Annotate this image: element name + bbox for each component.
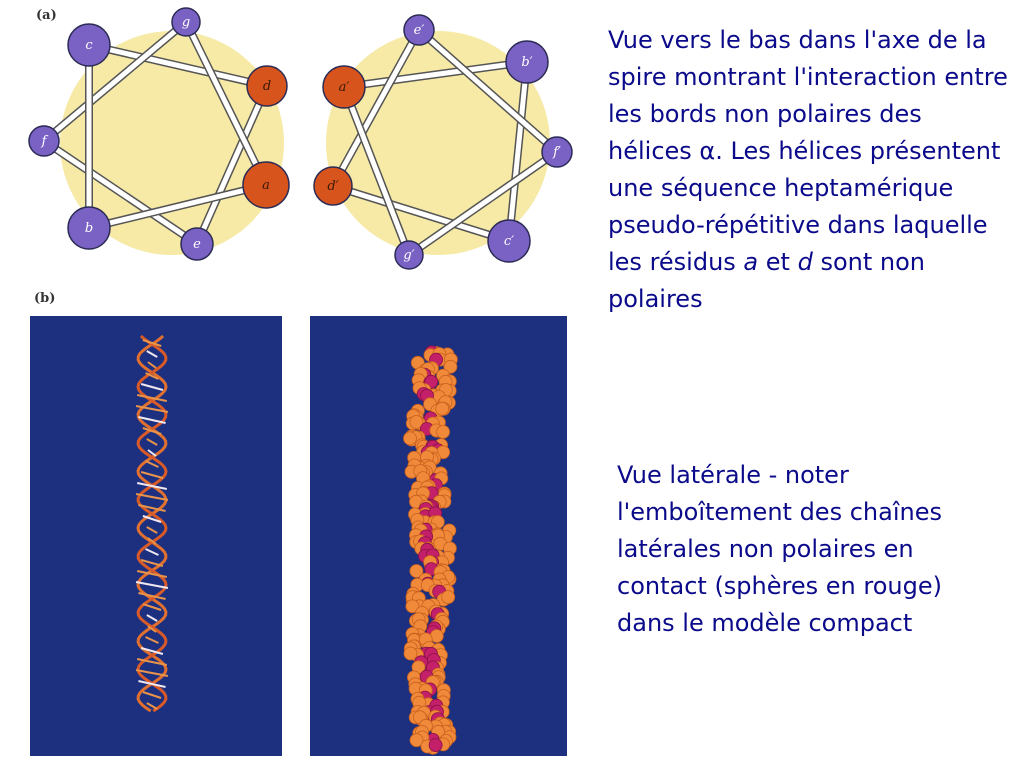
- atom-sphere: [442, 591, 455, 604]
- residue-label: g: [181, 15, 191, 30]
- residue-label: c: [85, 38, 93, 53]
- atom-sphere: [437, 425, 450, 438]
- atom-sphere: [404, 647, 417, 660]
- side-chain: [146, 637, 159, 643]
- bottom-caption: Vue latérale - noter l'emboîtement des chaînes latérales non polaires en contact (sphères en rouge) dans le modèle compact: [617, 461, 942, 637]
- side-chain: [147, 527, 157, 533]
- side-chain: [147, 615, 157, 621]
- residue-label: e′: [413, 23, 425, 38]
- atom-sphere: [436, 402, 449, 415]
- side-chain: [141, 472, 163, 478]
- residue-label: f: [41, 134, 47, 149]
- residue-label: e: [193, 237, 201, 252]
- atom-sphere: [429, 739, 442, 752]
- panel-b-label: (b): [34, 291, 56, 306]
- helical-wheel-diagram: [0, 0, 600, 280]
- top-caption: Vue vers le bas dans l'axe de la spire montrant l'interaction entre les bords non polaires des hélices α. Les hélices présentent une séquence heptamérique pseudo-répétitive dans laquelle les résidus a et d sont non polaires: [608, 26, 1008, 313]
- side-chain: [147, 351, 157, 357]
- residue-label: a: [262, 178, 270, 193]
- side-chain: [148, 362, 156, 368]
- residue-label: c′: [503, 234, 515, 249]
- atom-sphere: [404, 432, 417, 445]
- residue-label: f′: [553, 145, 561, 160]
- residue-label: a′: [338, 80, 350, 95]
- residue-label: g′: [403, 248, 415, 263]
- side-chain: [141, 384, 163, 390]
- helical-wheel-right: [314, 15, 572, 269]
- residue-label: d: [262, 79, 272, 94]
- panel-a-label: (a): [36, 8, 57, 23]
- side-chain: [146, 549, 159, 555]
- residue-label: b: [84, 221, 94, 236]
- coiled-coil-backbone-image: [30, 316, 282, 756]
- side-chain: [136, 582, 168, 588]
- coiled-coil-spacefill-image: [310, 316, 567, 756]
- residue-label: d′: [327, 179, 339, 194]
- alpha-symbol: α: [699, 137, 716, 165]
- side-chain: [147, 439, 157, 445]
- helical-wheel-left: [29, 8, 289, 260]
- residue-label: b′: [521, 55, 533, 70]
- side-chain: [143, 692, 161, 698]
